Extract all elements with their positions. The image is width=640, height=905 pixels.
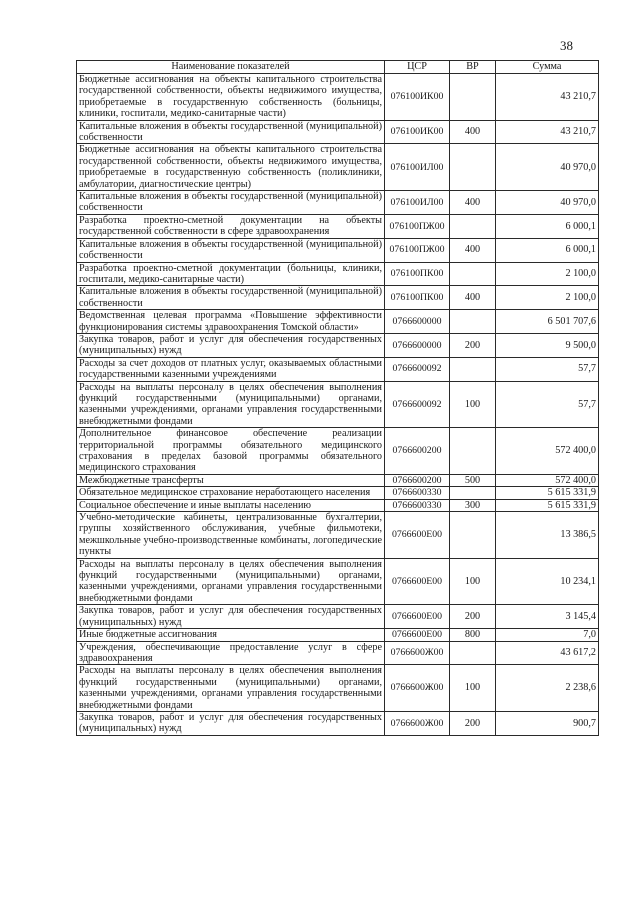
cell-sum: 43 210,7	[496, 74, 599, 121]
cell-csr: 0766600Е00	[385, 605, 450, 629]
cell-name: Обязательное медицинское страхование неработающего населения	[77, 487, 385, 499]
cell-sum: 43 210,7	[496, 120, 599, 144]
cell-vr: 400	[450, 238, 496, 262]
table-row	[77, 558, 599, 605]
cell-vr	[450, 144, 496, 191]
cell-sum: 572 400,0	[496, 474, 599, 486]
cell-sum: 57,7	[496, 357, 599, 381]
cell-sum: 10 234,1	[496, 558, 599, 605]
cell-sum: 7,0	[496, 629, 599, 641]
cell-name: Закупка товаров, работ и услуг для обеспечения государственных (муниципальных) нужд	[77, 333, 385, 357]
cell-vr	[450, 357, 496, 381]
cell-vr: 200	[450, 333, 496, 357]
cell-csr: 076100ПЖ00	[385, 214, 450, 238]
cell-vr	[450, 512, 496, 559]
cell-name: Дополнительное финансовое обеспечение реализации территориальной программы обязательного медицинского страхования в пределах базовой программы обязательного медицинского страхования	[77, 428, 385, 475]
cell-vr: 400	[450, 191, 496, 215]
cell-sum: 6 501 707,6	[496, 310, 599, 334]
cell-sum: 3 145,4	[496, 605, 599, 629]
cell-name: Бюджетные ассигнования на объекты капитального строительства государственной собственности, объекты недвижимого имущества, приобретаемые в государственную собственность (больницы, клиники, госпитали, медико-санитарные части)	[77, 74, 385, 121]
table-row	[77, 214, 599, 238]
header-row	[77, 61, 599, 74]
table-row	[77, 262, 599, 286]
cell-sum: 2 100,0	[496, 286, 599, 310]
table-row	[77, 333, 599, 357]
cell-name: Бюджетные ассигнования на объекты капитального строительства государственной собственности, объекты недвижимого имущества, приобретаемые в государственную собственность (поликлиники, амбулатории, диагностические центры)	[77, 144, 385, 191]
table-row	[77, 665, 599, 712]
table-row	[77, 512, 599, 559]
cell-name: Капитальные вложения в объекты государственной (муниципальной) собственности	[77, 191, 385, 215]
header-csr: ЦСР	[385, 61, 450, 74]
header-vr: ВР	[450, 61, 496, 74]
cell-name: Капитальные вложения в объекты государственной (муниципальной) собственности	[77, 120, 385, 144]
cell-sum: 57,7	[496, 381, 599, 428]
cell-csr: 0766600092	[385, 357, 450, 381]
table-row	[77, 381, 599, 428]
cell-csr: 0766600200	[385, 474, 450, 486]
cell-sum: 2 100,0	[496, 262, 599, 286]
page-number: 38	[560, 38, 573, 53]
cell-csr: 0766600Ж00	[385, 665, 450, 712]
cell-sum: 13 386,5	[496, 512, 599, 559]
cell-csr: 0766600000	[385, 310, 450, 334]
table-row	[77, 487, 599, 499]
cell-csr: 076100ПК00	[385, 262, 450, 286]
cell-csr: 076100ИК00	[385, 74, 450, 121]
cell-csr: 0766600330	[385, 499, 450, 511]
cell-name: Социальное обеспечение и иные выплаты населению	[77, 499, 385, 511]
cell-sum: 2 238,6	[496, 665, 599, 712]
cell-name: Расходы за счет доходов от платных услуг, оказываемых областными государственными казенными учреждениями	[77, 357, 385, 381]
cell-vr: 200	[450, 605, 496, 629]
cell-name: Ведомственная целевая программа «Повышение эффективности функционирования системы здравоохранения Томской области»	[77, 310, 385, 334]
cell-vr: 300	[450, 499, 496, 511]
cell-sum: 5 615 331,9	[496, 487, 599, 499]
cell-vr	[450, 74, 496, 121]
cell-name: Закупка товаров, работ и услуг для обеспечения государственных (муниципальных) нужд	[77, 711, 385, 735]
cell-csr: 0766600Ж00	[385, 641, 450, 665]
cell-vr	[450, 310, 496, 334]
cell-name: Расходы на выплаты персоналу в целях обеспечения выполнения функций государственными (муниципальными) органами, казенными учреждениями, органами управления государственными внебюджетными фондами	[77, 665, 385, 712]
table-row	[77, 499, 599, 511]
cell-csr: 076100ПК00	[385, 286, 450, 310]
table-row	[77, 629, 599, 641]
cell-vr	[450, 641, 496, 665]
cell-vr: 800	[450, 629, 496, 641]
cell-csr: 0766600Е00	[385, 629, 450, 641]
cell-vr: 400	[450, 120, 496, 144]
cell-sum: 572 400,0	[496, 428, 599, 475]
cell-csr: 0766600092	[385, 381, 450, 428]
table-row	[77, 605, 599, 629]
cell-name: Расходы на выплаты персоналу в целях обеспечения выполнения функций государственными (муниципальными) органами, казенными учреждениями, органами управления государственными внебюджетными фондами	[77, 558, 385, 605]
table-row	[77, 238, 599, 262]
table-row	[77, 191, 599, 215]
table-row	[77, 310, 599, 334]
cell-csr: 0766600200	[385, 428, 450, 475]
cell-csr: 076100ПЖ00	[385, 238, 450, 262]
cell-vr	[450, 262, 496, 286]
cell-name: Учебно-методические кабинеты, централизованные бухгалтерии, группы хозяйственного обслуживания, учебные фильмотеки, межшкольные учебно-производственные комбинаты, логопедические пункты	[77, 512, 385, 559]
table-row	[77, 357, 599, 381]
table-row	[77, 641, 599, 665]
cell-vr: 200	[450, 711, 496, 735]
header-name: Наименование показателей	[77, 61, 385, 74]
cell-csr: 0766600Е00	[385, 558, 450, 605]
cell-name: Учреждения, обеспечивающие предоставление услуг в сфере здравоохранения	[77, 641, 385, 665]
cell-csr: 076100ИЛ00	[385, 144, 450, 191]
cell-csr: 0766600000	[385, 333, 450, 357]
cell-name: Капитальные вложения в объекты государственной (муниципальной) собственности	[77, 238, 385, 262]
cell-name: Капитальные вложения в объекты государственной (муниципальной) собственности	[77, 286, 385, 310]
cell-sum: 43 617,2	[496, 641, 599, 665]
cell-vr: 500	[450, 474, 496, 486]
cell-vr: 100	[450, 665, 496, 712]
cell-sum: 9 500,0	[496, 333, 599, 357]
cell-vr: 400	[450, 286, 496, 310]
cell-sum: 5 615 331,9	[496, 499, 599, 511]
cell-vr: 100	[450, 381, 496, 428]
cell-vr: 100	[450, 558, 496, 605]
table-row	[77, 474, 599, 486]
cell-csr: 0766600Е00	[385, 512, 450, 559]
table-row	[77, 120, 599, 144]
cell-vr	[450, 428, 496, 475]
table-row	[77, 144, 599, 191]
cell-vr	[450, 487, 496, 499]
cell-csr: 076100ИЛ00	[385, 191, 450, 215]
cell-name: Межбюджетные трансферты	[77, 474, 385, 486]
table-row	[77, 286, 599, 310]
table-header	[77, 61, 599, 74]
cell-csr: 076100ИК00	[385, 120, 450, 144]
cell-sum: 40 970,0	[496, 191, 599, 215]
budget-table	[76, 60, 599, 736]
cell-name: Иные бюджетные ассигнования	[77, 629, 385, 641]
cell-vr	[450, 214, 496, 238]
cell-sum: 900,7	[496, 711, 599, 735]
cell-csr: 0766600Ж00	[385, 711, 450, 735]
cell-name: Разработка проектно-сметной документации на объекты государственной собственности в сфере здравоохранения	[77, 214, 385, 238]
cell-sum: 6 000,1	[496, 238, 599, 262]
cell-name: Разработка проектно-сметной документации (больницы, клиники, госпитали, медико-санитарные части)	[77, 262, 385, 286]
header-sum: Сумма	[496, 61, 599, 74]
table-body	[77, 74, 599, 736]
cell-sum: 6 000,1	[496, 214, 599, 238]
table-row	[77, 428, 599, 475]
cell-sum: 40 970,0	[496, 144, 599, 191]
table-row	[77, 711, 599, 735]
table-row	[77, 74, 599, 121]
cell-name: Закупка товаров, работ и услуг для обеспечения государственных (муниципальных) нужд	[77, 605, 385, 629]
cell-name: Расходы на выплаты персоналу в целях обеспечения выполнения функций государственными (муниципальными) органами, казенными учреждениями, органами управления государственными внебюджетными фондами	[77, 381, 385, 428]
cell-csr: 0766600330	[385, 487, 450, 499]
